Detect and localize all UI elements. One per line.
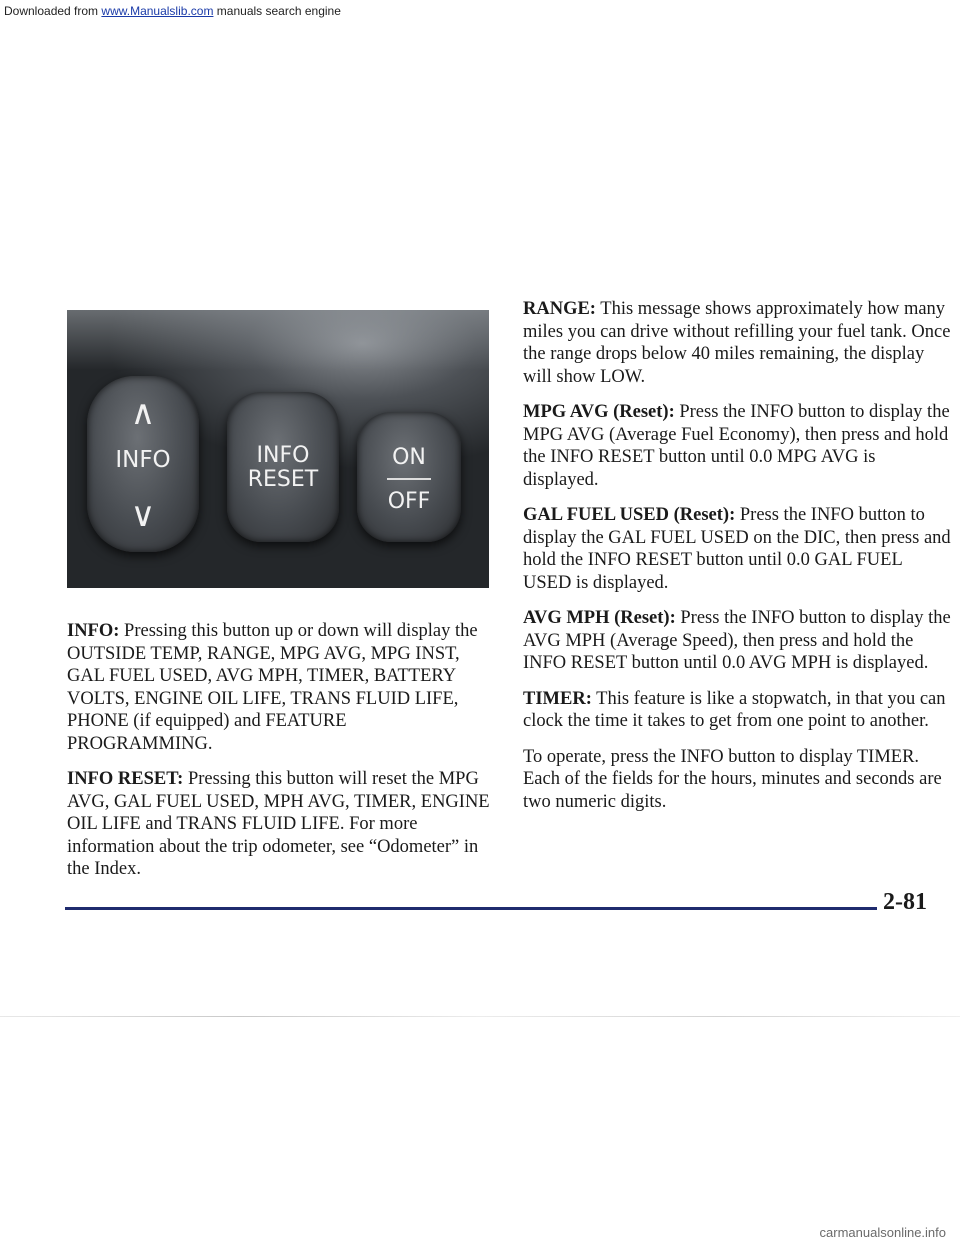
info-reset-text: Pressing this button will reset the MPG AVG, GAL FUEL USED, MPH AVG, TIMER, ENGINE OIL LIFE and TRANS FLUID LIFE. For more information about the trip odometer, see “Odometer” in the Index. xyxy=(67,769,490,879)
timer-paragraph xyxy=(523,688,953,733)
photo-sheen xyxy=(67,310,489,370)
dic-buttons-photo xyxy=(67,310,489,588)
timer-operate-paragraph xyxy=(523,746,953,814)
info-reset-paragraph xyxy=(67,768,492,881)
avg-mph-text: Press the INFO button to display the AVG MPH (Average Speed), then press and hold the INFO RESET button until 0.0 AVG MPH is displayed. xyxy=(523,608,951,673)
download-header xyxy=(0,0,960,22)
info-term: INFO: xyxy=(67,621,120,641)
info-button-label: INFO xyxy=(115,447,171,473)
scan-line xyxy=(0,1016,960,1017)
manualslib-link[interactable]: www.Manualslib.com xyxy=(101,4,214,18)
timer-operate-text: To operate, press the INFO button to display TIMER. Each of the fields for the hours, minutes and seconds are two numeric digits. xyxy=(523,746,942,812)
info-reset-button-label xyxy=(227,444,339,492)
range-term: RANGE: xyxy=(523,299,596,319)
chevron-down-icon: ∨ xyxy=(130,495,156,535)
gal-fuel-used-term: GAL FUEL USED (Reset): xyxy=(523,505,736,525)
off-label: OFF xyxy=(387,489,431,514)
avg-mph-term: AVG MPH (Reset): xyxy=(523,608,676,628)
timer-text: This feature is like a stopwatch, in that you can clock the time it takes to get from one point to another. xyxy=(523,688,946,731)
range-paragraph xyxy=(523,298,953,388)
info-reset-line2: RESET xyxy=(247,467,319,492)
avg-mph-paragraph xyxy=(523,607,953,675)
range-text: This message shows approximately how many miles you can drive without refilling your fuel tank. Once the range drops below 40 miles remaining, the display will show LOW. xyxy=(523,299,951,387)
left-column xyxy=(67,620,492,894)
mpg-avg-term: MPG AVG (Reset): xyxy=(523,402,675,422)
watermark: carmanualsonline.info xyxy=(819,1225,946,1240)
chevron-up-icon: ∧ xyxy=(130,393,156,433)
header-prefix: Downloaded from xyxy=(4,4,99,18)
info-text: Pressing this button up or down will display the OUTSIDE TEMP, RANGE, MPG AVG, MPG INST, GAL FUEL USED, AVG MPH, TIMER, BATTERY VOLTS, ENGINE OIL LIFE, TRANS FLUID LIFE, PHONE (if equipped) and FEATURE PROGRAMMING. xyxy=(67,621,478,754)
gal-fuel-used-paragraph xyxy=(523,504,953,594)
info-paragraph xyxy=(67,620,492,755)
timer-term: TIMER: xyxy=(523,688,592,709)
right-column xyxy=(523,298,953,826)
info-reset-button-image xyxy=(227,392,339,542)
on-off-button-image xyxy=(357,412,461,542)
mpg-avg-paragraph xyxy=(523,401,953,491)
mpg-avg-text: Press the INFO button to display the MPG AVG (Average Fuel Economy), then press and hold the INFO RESET button until 0.0 MPG AVG is displayed. xyxy=(523,402,950,490)
on-label: ON xyxy=(392,445,426,470)
header-suffix: manuals search engine xyxy=(216,4,341,18)
info-button-image xyxy=(87,376,199,552)
info-reset-line1: INFO xyxy=(256,443,310,468)
gal-fuel-used-text: Press the INFO button to display the GAL FUEL USED on the DIC, then press and hold the INFO RESET button until 0.0 GAL FUEL USED is displayed. xyxy=(523,505,951,593)
info-reset-term: INFO RESET: xyxy=(67,769,184,789)
footer-rule xyxy=(65,907,877,910)
page-number: 2-81 xyxy=(883,889,927,915)
on-off-divider xyxy=(387,478,431,480)
